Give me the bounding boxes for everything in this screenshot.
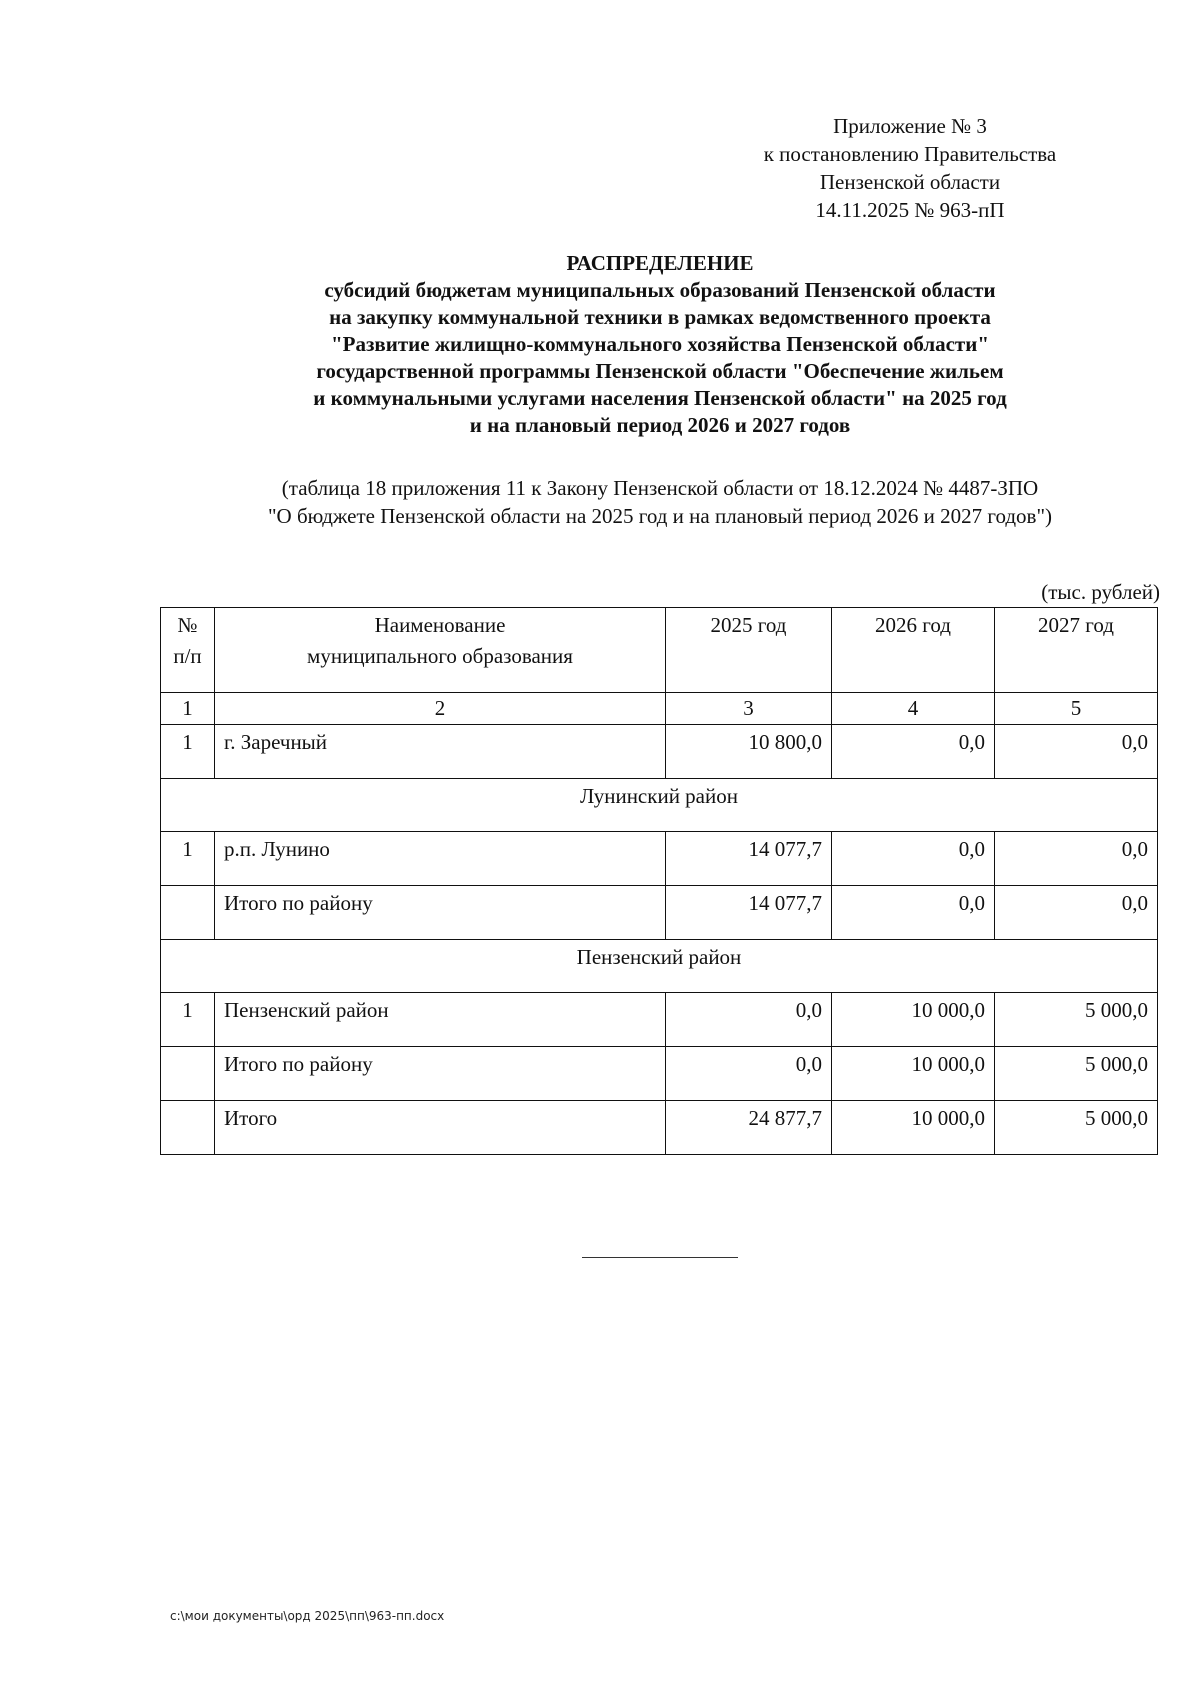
title-line-4: государственной программы Пензенской области "Обеспечение жильем	[316, 359, 1004, 383]
district-name: Лунинский район	[161, 779, 1158, 832]
row-num: 1	[161, 832, 215, 886]
row-name: Итого	[215, 1101, 666, 1155]
approval-block	[700, 112, 1120, 224]
approval-line-4: 14.11.2025 № 963-пП	[815, 198, 1005, 222]
subtotal-row	[161, 1047, 1158, 1101]
title-line-1: субсидий бюджетам муниципальных образований Пензенской области	[324, 278, 996, 302]
row-value-2027: 5 000,0	[995, 1047, 1158, 1101]
row-value-2026: 0,0	[832, 725, 995, 779]
column-number: 5	[995, 693, 1158, 725]
subtotal-row	[161, 886, 1158, 940]
row-value-2027: 0,0	[995, 886, 1158, 940]
row-value-2025: 24 877,7	[666, 1101, 832, 1155]
row-value-2025: 0,0	[666, 1047, 832, 1101]
title-line-5: и коммунальными услугами населения Пензенской области" на 2025 год	[313, 386, 1007, 410]
row-value-2026: 10 000,0	[832, 1101, 995, 1155]
title-line-6: и на плановый период 2026 и 2027 годов	[469, 413, 851, 437]
row-value-2025: 14 077,7	[666, 832, 832, 886]
row-num	[161, 1047, 215, 1101]
title-heading: РАСПРЕДЕЛЕНИЕ	[566, 251, 754, 275]
title-line-3: "Развитие жилищно-коммунального хозяйства Пензенской области"	[330, 332, 990, 356]
header-num: № п/п	[161, 608, 215, 693]
header-name: Наименование муниципального образования	[215, 608, 666, 693]
row-value-2025: 10 800,0	[666, 725, 832, 779]
column-number: 2	[215, 693, 666, 725]
total-row	[161, 1101, 1158, 1155]
row-num	[161, 1101, 215, 1155]
header-2025: 2025 год	[666, 608, 832, 693]
source-line-1: (таблица 18 приложения 11 к Закону Пензенской области от 18.12.2024 № 4487-ЗПО	[281, 476, 1039, 500]
row-num	[161, 886, 215, 940]
row-name: Итого по району	[215, 886, 666, 940]
column-number: 1	[161, 693, 215, 725]
row-num: 1	[161, 993, 215, 1047]
row-value-2027: 0,0	[995, 832, 1158, 886]
column-number: 4	[832, 693, 995, 725]
row-value-2026: 0,0	[832, 832, 995, 886]
header-2027: 2027 год	[995, 608, 1158, 693]
approval-line-2: к постановлению Правительства	[763, 142, 1057, 166]
source-line-2: "О бюджете Пензенской области на 2025 год и на плановый период 2026 и 2027 годов")	[267, 504, 1053, 528]
row-value-2025: 0,0	[666, 993, 832, 1047]
units-label: (тыс. рублей)	[1041, 580, 1160, 604]
row-value-2025: 14 077,7	[666, 886, 832, 940]
row-name: Итого по району	[215, 1047, 666, 1101]
district-row	[161, 779, 1158, 832]
row-value-2027: 5 000,0	[995, 1101, 1158, 1155]
table-row	[161, 993, 1158, 1047]
row-value-2027: 5 000,0	[995, 993, 1158, 1047]
row-num: 1	[161, 725, 215, 779]
district-name: Пензенский район	[161, 940, 1158, 993]
end-separator-line	[582, 1257, 738, 1258]
header-2026: 2026 год	[832, 608, 995, 693]
source-reference	[150, 474, 1170, 530]
footer-file-path: c:\мои документы\орд 2025\пп\963-пп.docx	[170, 1609, 445, 1623]
row-value-2026: 0,0	[832, 886, 995, 940]
approval-line-3: Пензенской области	[819, 170, 1001, 194]
row-name: р.п. Лунино	[215, 832, 666, 886]
title-line-2: на закупку коммунальной техники в рамках ведомственного проекта	[329, 305, 991, 329]
district-row	[161, 940, 1158, 993]
row-value-2026: 10 000,0	[832, 1047, 995, 1101]
approval-line-1: Приложение № 3	[833, 114, 987, 138]
row-name: Пензенский район	[215, 993, 666, 1047]
column-number: 3	[666, 693, 832, 725]
document-title	[150, 250, 1170, 439]
column-number-row	[161, 693, 1158, 725]
table-row	[161, 832, 1158, 886]
row-name: г. Заречный	[215, 725, 666, 779]
table-header-row	[161, 608, 1158, 693]
row-value-2026: 10 000,0	[832, 993, 995, 1047]
row-value-2027: 0,0	[995, 725, 1158, 779]
distribution-table	[160, 607, 1158, 1155]
table-row	[161, 725, 1158, 779]
